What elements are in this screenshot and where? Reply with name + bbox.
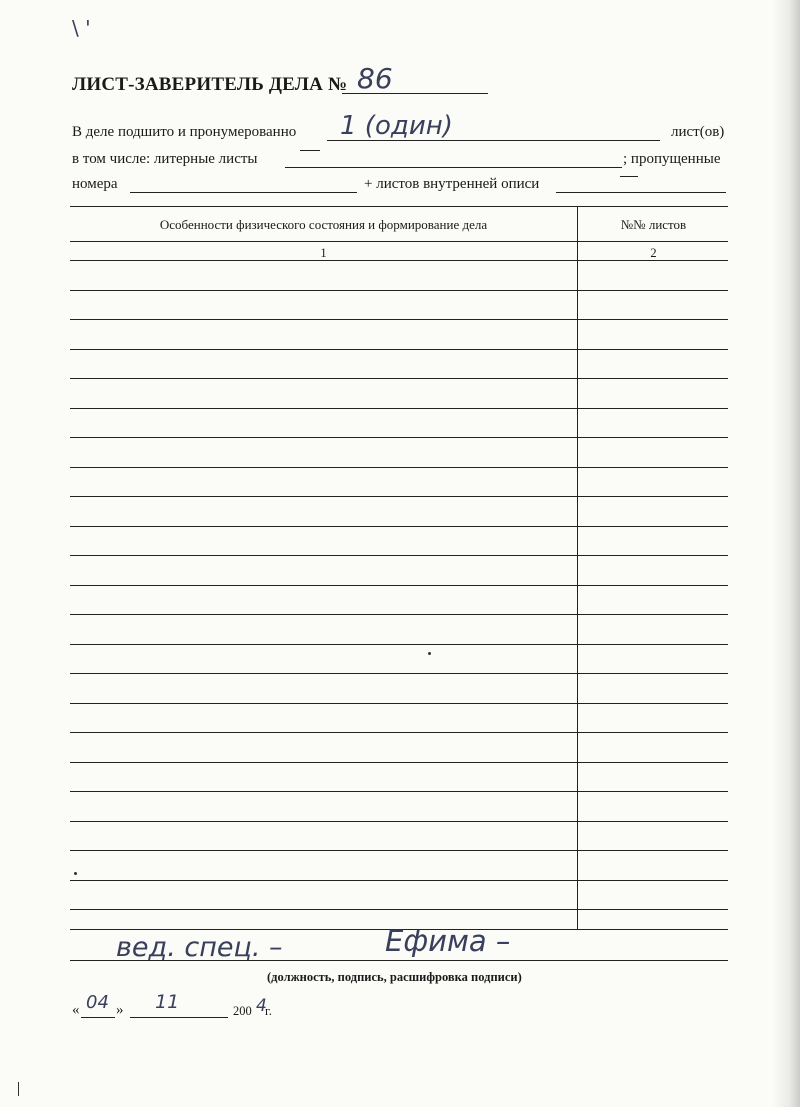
table-row-line[interactable]: [70, 909, 728, 910]
date-day-handwritten: 04: [86, 992, 109, 1013]
table-row-line[interactable]: [70, 791, 728, 792]
table-row-line[interactable]: [70, 585, 728, 586]
table-row-line[interactable]: [70, 732, 728, 733]
date-year-prefix: 200: [233, 1004, 252, 1018]
table-column-divider: [577, 207, 578, 930]
date-year-handwritten: 4: [256, 996, 267, 1016]
date-day-field[interactable]: [81, 1017, 115, 1018]
table-row-divider: [70, 260, 728, 261]
signature-position-handwritten: вед. спец. –: [116, 932, 283, 963]
table-row-line[interactable]: [70, 555, 728, 556]
table-row-line[interactable]: [70, 644, 728, 645]
column-number-1: 1: [320, 246, 327, 260]
table-header-border: [70, 241, 728, 242]
scan-speck: [428, 652, 431, 655]
table-row-line[interactable]: [70, 850, 728, 851]
date-open-quote: «: [72, 1002, 80, 1018]
table-row-line[interactable]: [70, 437, 728, 438]
date-month-handwritten: 11: [155, 991, 180, 1013]
table-row-line[interactable]: [70, 673, 728, 674]
scan-speck: [74, 872, 77, 875]
inner-inventory-label: + листов внутренней описи: [364, 176, 540, 192]
table-row-line[interactable]: [70, 526, 728, 527]
scan-margin-mark: [18, 1082, 19, 1096]
table-row-line[interactable]: [70, 290, 728, 291]
signature-caption: (должность, подпись, расшифровка подписи): [267, 970, 522, 984]
skipped-dash: [620, 176, 638, 177]
signature-handwritten: Ефима –: [385, 924, 511, 958]
column-header-sheets: №№ листов: [620, 217, 687, 232]
skipped-label: ; пропущенные: [623, 151, 721, 167]
sheets-count-handwritten: 1 (один): [340, 111, 453, 141]
letter-sheets-label: в том числе: литерные листы: [72, 151, 258, 167]
signature-field[interactable]: [70, 960, 728, 961]
table-row-line[interactable]: [70, 349, 728, 350]
table-row-line[interactable]: [70, 467, 728, 468]
scan-page-edge: [772, 0, 800, 1107]
corner-mark: \ ': [72, 16, 91, 40]
sheets-count-label: В деле подшито и пронумерованно: [72, 124, 297, 140]
column-number-2: 2: [650, 246, 657, 260]
table-row-line[interactable]: [70, 496, 728, 497]
table-row-line[interactable]: [70, 378, 728, 379]
table-top-border: [70, 206, 728, 207]
letter-sheets-dash: [300, 150, 320, 151]
table-row-line[interactable]: [70, 821, 728, 822]
case-number-handwritten: 86: [357, 62, 393, 95]
letter-sheets-field[interactable]: [285, 167, 622, 168]
date-year-suffix: г.: [265, 1004, 272, 1018]
table-row-line[interactable]: [70, 703, 728, 704]
table-row-line[interactable]: [70, 408, 728, 409]
table-row-line[interactable]: [70, 762, 728, 763]
sheets-unit-label: лист(ов): [671, 124, 725, 140]
inner-inventory-field[interactable]: [556, 192, 726, 193]
skipped-numbers-field[interactable]: [130, 192, 357, 193]
column-header-condition: Особенности физического состояния и формирование дела: [159, 217, 488, 232]
table-row-line[interactable]: [70, 614, 728, 615]
skipped-numbers-label: номера: [72, 176, 118, 192]
table-row-line[interactable]: [70, 880, 728, 881]
date-close-quote: »: [116, 1002, 124, 1018]
document-title: ЛИСТ-ЗАВЕРИТЕЛЬ ДЕЛА №: [72, 74, 348, 95]
table-row-line[interactable]: [70, 319, 728, 320]
date-month-field[interactable]: [130, 1017, 228, 1018]
